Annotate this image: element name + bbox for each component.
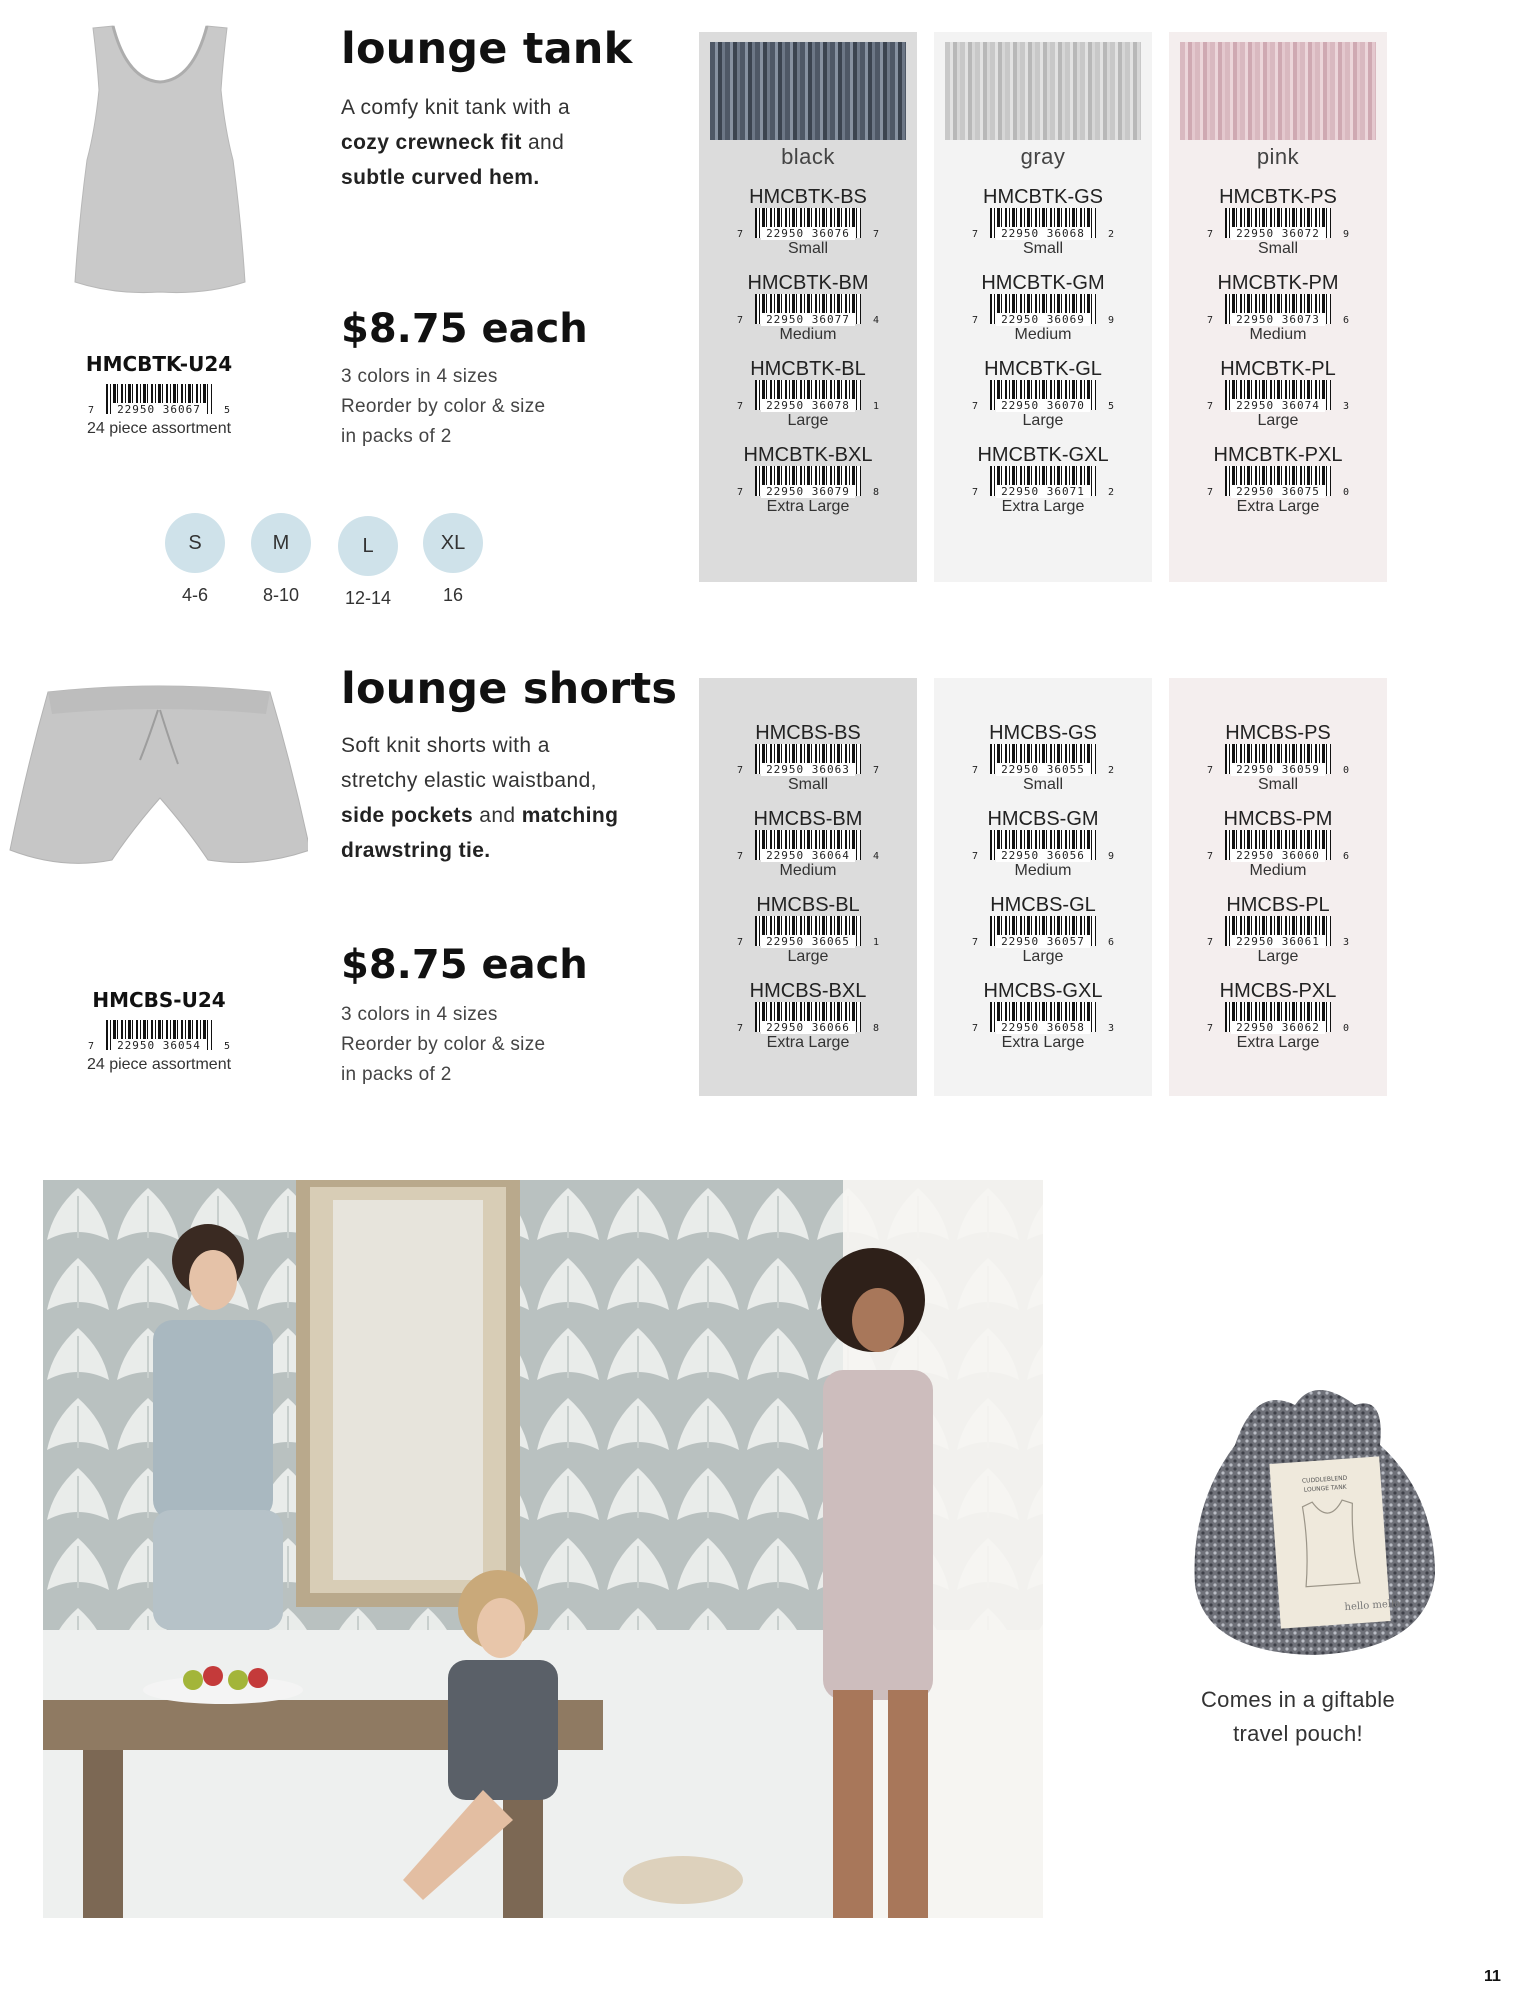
size-range: 12-14 bbox=[344, 588, 392, 608]
barcode: 7 22950 36060 6 bbox=[1203, 830, 1353, 862]
sku-entry: HMCBS-BL 7 22950 36065 1 Large bbox=[699, 894, 917, 980]
shorts-panel-pink bbox=[1169, 678, 1387, 1096]
sku-entry: HMCBTK-BS 7 22950 36076 7 Small bbox=[699, 186, 917, 272]
shorts-product-image bbox=[8, 680, 308, 900]
barcode: 7 22950 36075 0 bbox=[1203, 466, 1353, 498]
color-name: gray bbox=[1020, 144, 1066, 169]
tank-price: $8.75 each bbox=[341, 306, 588, 352]
page-number: 11 bbox=[1484, 1968, 1501, 1985]
sku-entry: HMCBS-PS 7 22950 36059 0 Small bbox=[1169, 722, 1387, 808]
barcode: 7 22950 36071 2 bbox=[968, 466, 1118, 498]
shorts-price: $8.75 each bbox=[341, 942, 588, 988]
size-range: 16 bbox=[442, 585, 464, 605]
sku-entry: HMCBTK-GS 7 22950 36068 2 Small bbox=[934, 186, 1152, 272]
pouch-label-text: LOUNGE TANK bbox=[1303, 1483, 1347, 1494]
barcode: 7 22950 36065 1 bbox=[733, 916, 883, 948]
barcode: 7 22950 36077 4 bbox=[733, 294, 883, 326]
barcode: 7 22950 36068 2 bbox=[968, 208, 1118, 240]
sku-entry: HMCBTK-BL 7 22950 36078 1 Large bbox=[699, 358, 917, 444]
barcode: 7 22950 36066 8 bbox=[733, 1002, 883, 1034]
shorts-panel-black bbox=[699, 678, 917, 1096]
sku-entry: HMCBTK-BM 7 22950 36077 4 Medium bbox=[699, 272, 917, 358]
tank-assortment bbox=[34, 352, 284, 438]
barcode: 7 22950 36054 5 bbox=[84, 1020, 234, 1052]
shorts-assortment bbox=[34, 988, 284, 1074]
sku-entry: HMCBTK-BXL 7 22950 36079 8 Extra Large bbox=[699, 444, 917, 530]
size-circle-l: L bbox=[338, 516, 398, 576]
sku-entry: HMCBS-GL 7 22950 36057 6 Large bbox=[934, 894, 1152, 980]
barcode: 7 22950 36069 9 bbox=[968, 294, 1118, 326]
shorts-info: 3 colors in 4 sizes Reorder by color & size in packs of 2 bbox=[341, 1004, 546, 1085]
tank-panel-pink bbox=[1169, 32, 1387, 582]
travel-pouch-image bbox=[1165, 1375, 1455, 1665]
tank-description: A comfy knit tank with a cozy crewneck fit and subtle curved hem. bbox=[341, 96, 571, 189]
pouch-label-text: CUDDLEBLEND bbox=[1301, 1474, 1348, 1485]
barcode: 7 22950 36074 3 bbox=[1203, 380, 1353, 412]
fabric-swatch-gray bbox=[945, 42, 1141, 140]
color-name: pink bbox=[1256, 144, 1300, 169]
sku-entry: HMCBTK-GXL 7 22950 36071 2 Extra Large bbox=[934, 444, 1152, 530]
barcode: 7 22950 36057 6 bbox=[968, 916, 1118, 948]
fabric-swatch-pink bbox=[1180, 42, 1376, 140]
sku-entry: HMCBS-PM 7 22950 36060 6 Medium bbox=[1169, 808, 1387, 894]
barcode: 7 22950 36067 5 bbox=[84, 384, 234, 416]
barcode: 7 22950 36063 7 bbox=[733, 744, 883, 776]
size-circle-xl: XL bbox=[423, 513, 483, 573]
sku-entry: HMCBS-GXL 7 22950 36058 3 Extra Large bbox=[934, 980, 1152, 1066]
barcode: 7 22950 36064 4 bbox=[733, 830, 883, 862]
size-circle-s: S bbox=[165, 513, 225, 573]
assortment-label: 24 piece assortment bbox=[86, 1056, 232, 1073]
shorts-panel-gray bbox=[934, 678, 1152, 1096]
assortment-sku: HMCBTK-U24 bbox=[85, 352, 233, 376]
assortment-sku: HMCBS-U24 bbox=[92, 988, 226, 1012]
barcode: 7 22950 36058 3 bbox=[968, 1002, 1118, 1034]
sku-entry: HMCBS-PL 7 22950 36061 3 Large bbox=[1169, 894, 1387, 980]
barcode: 7 22950 36062 0 bbox=[1203, 1002, 1353, 1034]
brand-logo: hello mello bbox=[1344, 1598, 1401, 1614]
barcode: 7 22950 36056 9 bbox=[968, 830, 1118, 862]
sku-entry: HMCBS-GS 7 22950 36055 2 Small bbox=[934, 722, 1152, 808]
barcode: 7 22950 36055 2 bbox=[968, 744, 1118, 776]
sku-entry: HMCBTK-PM 7 22950 36073 6 Medium bbox=[1169, 272, 1387, 358]
barcode: 7 22950 36059 0 bbox=[1203, 744, 1353, 776]
shorts-description: Soft knit shorts with a stretchy elastic waistband, side pockets and matching drawstring tie. bbox=[341, 734, 619, 862]
tank-panel-black bbox=[699, 32, 917, 582]
tank-panel-gray bbox=[934, 32, 1152, 582]
size-circle-m: M bbox=[251, 513, 311, 573]
sku-entry: HMCBS-PXL 7 22950 36062 0 Extra Large bbox=[1169, 980, 1387, 1066]
sku-entry: HMCBTK-PS 7 22950 36072 9 Small bbox=[1169, 186, 1387, 272]
shorts-title: lounge shorts bbox=[341, 664, 678, 714]
sku-entry: HMCBS-GM 7 22950 36056 9 Medium bbox=[934, 808, 1152, 894]
sku-entry: HMCBTK-GL 7 22950 36070 5 Large bbox=[934, 358, 1152, 444]
tank-product-image bbox=[55, 20, 265, 300]
sku-entry: HMCBTK-GM 7 22950 36069 9 Medium bbox=[934, 272, 1152, 358]
size-range: 8-10 bbox=[262, 585, 300, 605]
sku-entry: HMCBS-BM 7 22950 36064 4 Medium bbox=[699, 808, 917, 894]
tank-info: 3 colors in 4 sizes Reorder by color & size in packs of 2 bbox=[341, 366, 546, 447]
fabric-swatch-black bbox=[710, 42, 906, 140]
barcode: 7 22950 36079 8 bbox=[733, 466, 883, 498]
sku-entry: HMCBTK-PL 7 22950 36074 3 Large bbox=[1169, 358, 1387, 444]
assortment-label: 24 piece assortment bbox=[86, 420, 232, 437]
barcode: 7 22950 36072 9 bbox=[1203, 208, 1353, 240]
barcode: 7 22950 36073 6 bbox=[1203, 294, 1353, 326]
color-name: black bbox=[781, 144, 835, 169]
sku-entry: HMCBS-BXL 7 22950 36066 8 Extra Large bbox=[699, 980, 917, 1066]
barcode: 7 22950 36078 1 bbox=[733, 380, 883, 412]
pouch-caption: Comes in a giftable travel pouch! bbox=[1200, 1687, 1396, 1746]
sku-entry: HMCBTK-PXL 7 22950 36075 0 Extra Large bbox=[1169, 444, 1387, 530]
barcode: 7 22950 36070 5 bbox=[968, 380, 1118, 412]
sku-entry: HMCBS-BS 7 22950 36063 7 Small bbox=[699, 722, 917, 808]
size-range: 4-6 bbox=[181, 585, 208, 605]
tank-title: lounge tank bbox=[341, 24, 633, 74]
lifestyle-photo bbox=[43, 1180, 1043, 1918]
barcode: 7 22950 36076 7 bbox=[733, 208, 883, 240]
barcode: 7 22950 36061 3 bbox=[1203, 916, 1353, 948]
